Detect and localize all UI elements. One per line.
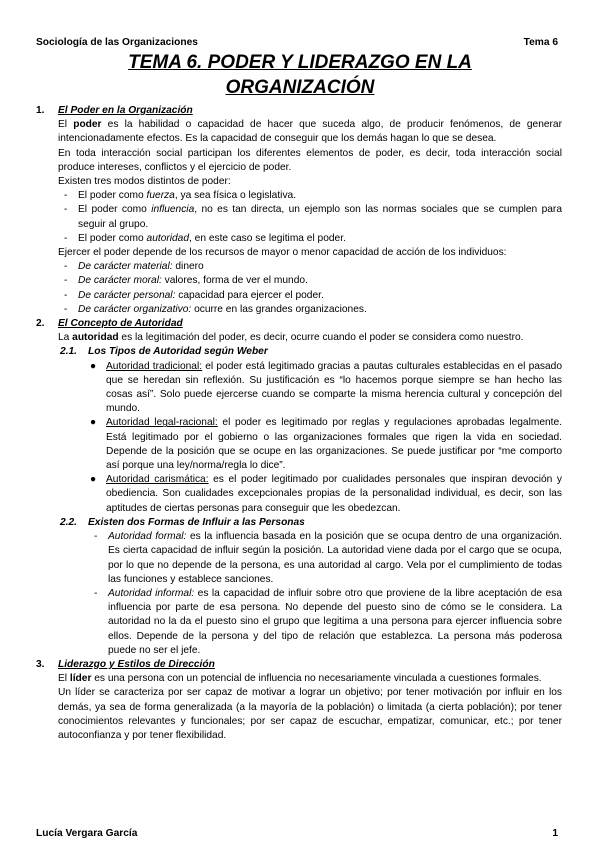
list-item: - Autoridad formal: es la influencia basada en la posición que se ocupa dentro de una organización. Es cierta capacidad de influir según la posición. La autoridad viene dada por el cargo que se ocupa, por lo que no depende de la persona, es una autoridad al cargo. Vela por el cumplimiento de todas las funciones y establece sanciones. [94,531,562,585]
header-topic: Tema 6 [523,37,558,48]
section-heading [36,104,562,118]
term-bold: autoridad [72,332,119,344]
section-number: 1. [36,105,45,116]
section-heading [36,658,562,672]
subsection-number: 2.2. [60,516,77,528]
subsection-heading [60,516,562,530]
list-item: - De carácter material: dinero [64,261,204,273]
section-title: El Poder en la Organización [58,105,193,116]
paragraph: En toda interacción social participan los diferentes elementos de poder, es decir, toda interacción social produce intereses, conflictos y el ejercicio de poder. [58,147,562,173]
section-number: 3. [36,658,45,670]
subsection-heading [60,345,562,359]
list-item: - De carácter personal: capacidad para ejercer el poder. [64,289,324,301]
list-item: - El poder como fuerza, ya sea física o legislativa. [64,190,297,202]
footer-author: Lucía Vergara García [36,828,138,839]
document-body [36,104,562,743]
document-title [0,50,600,100]
subsection-title: Los Tipos de Autoridad según Weber [88,346,268,358]
page-number: 1 [552,828,558,839]
paragraph: El poder es la habilidad o capacidad de hacer que suceda algo, de producir fenómenos, de generar intencionadamente efectos. Es la capacidad de conseguir que los demás hagan lo que se desea. [58,119,562,145]
subsection-title: Existen dos Formas de Influir a las Personas [88,516,305,528]
subsection-number: 2.1. [60,346,77,358]
page-header [36,36,558,50]
page-footer [36,827,558,841]
title-line-1: TEMA 6. PODER Y LIDERAZGO EN LA [128,52,472,73]
paragraph: Existen tres modos distintos de poder: [58,176,231,188]
list-item: - El poder como influencia, no es tan directa, un ejemplo son las normas sociales que se cumplen para seguir al grupo. [64,204,562,230]
term-bold: líder [69,673,92,685]
list-item: - Autoridad informal: es la capacidad de influir sobre otro que proviene de la libre aceptación de esa influencia por parte de esa persona. No depende del puesto sino de cómo se le considera. La autoridad no la da el puesto sino el grupo que legitima a una persona para ejercer influencia sobre ellos. Depende de la persona y del tipo de relación que establezca. La persona más poderosa puede no ser el jefe. [94,587,562,656]
header-course: Sociología de las Organizaciones [36,37,198,48]
section-title: Liderazgo y Estilos de Dirección [58,658,215,670]
list-item: - De carácter moral: valores, forma de ver el mundo. [64,275,308,287]
paragraph: El líder es una persona con un potencial de influencia no necesariamente vinculada a cuestiones formales. [58,673,542,685]
section-number: 2. [36,318,45,330]
paragraph: Un líder se caracteriza por ser capaz de motivar a lograr un objetivo; por tener motivación por influir en los demás, ya sea de forma generalizada (a la mayoría de la población) o limitada (a cierta población); por tener conocimientos relevantes y funcionales; por ser capaz de escuchar, empatizar, comunicar, etc.; por tener autoconfianza y por tener flexibilidad. [58,687,562,741]
paragraph: Ejercer el poder depende de los recursos de mayor o menor capacidad de acción de los individuos: [58,247,507,259]
bullet-item: ● Autoridad tradicional: el poder está legitimado gracias a pautas culturales establecidas en el pasado que se heredan sin reflexión. Su justificación es “lo hacemos porque siempre se han hecho las cosas así”. Solo puede ejercerse cuando se comparte la misma herencia cultural y concepción del mundo. [90,360,562,415]
term-bold: poder [73,119,102,131]
bullet-item: ● Autoridad carismática: es el poder legitimado por cualidades personales que inspiran devoción y obediencia. Son cualidades excepcionales propias de la personalidad individual, es decir, son las aptitudes de ciertas personas para conseguir que les obedezcan. [90,474,562,514]
list-item: - De carácter organizativo: ocurre en las grandes organizaciones. [64,303,367,315]
title-line-2: ORGANIZACIÓN [225,77,375,98]
section-heading [36,317,562,331]
section-title: El Concepto de Autoridad [58,318,183,330]
bullet-item: ● Autoridad legal-racional: el poder es legitimado por reglas y regulaciones aprobadas legalmente. Está legitimado por el gobierno o las organizaciones formales que rigen la vida en sociedad. Depende de la posición que se ocupe en las organizaciones. Se puede justificar por “me comporto así porque una ley/norma/regla lo dice”. [90,417,562,472]
paragraph: La autoridad es la legitimación del poder, es decir, ocurre cuando el poder se considera como nuestro. [58,332,524,344]
list-item: - El poder como autoridad, en este caso se legitima el poder. [64,232,346,244]
